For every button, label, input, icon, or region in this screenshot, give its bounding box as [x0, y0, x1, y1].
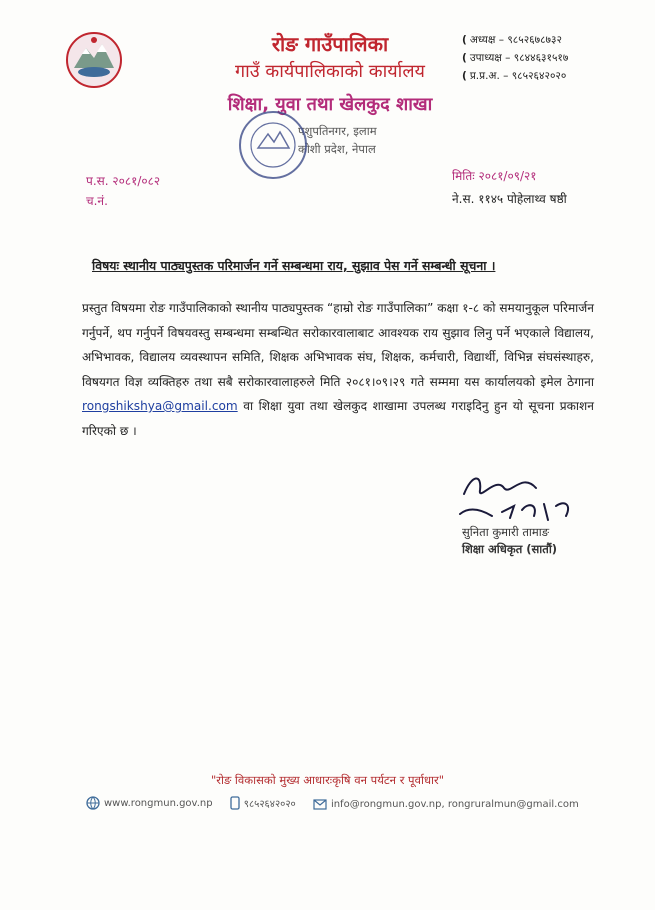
phone-list [462, 33, 568, 87]
globe-icon [86, 796, 100, 810]
footer-slogan: "रोङ विकासको मुख्य आधारःकृषि वन पर्यटन र पूर्वाधार" [210, 773, 445, 787]
signer-name: सुनिता कुमारी तामाङ [462, 525, 550, 539]
phone-icon: ( [462, 34, 467, 46]
mobile-phone-icon [230, 796, 240, 810]
dispatch-number: च.नं. [86, 194, 108, 208]
footer-email[interactable]: info@rongmun.gov.np, rongruralmun@gmail.com [313, 799, 579, 810]
footer-website[interactable]: www.rongmun.gov.np [86, 796, 213, 810]
phone-icon: ( [462, 70, 467, 82]
footer-contacts [86, 796, 593, 813]
notice-body: प्रस्तुत विषयमा रोङ गाउँपालिकाको स्थानीय पाठ्यपुस्तक “हाम्रो रोङ गाउँपालिका” कक्षा १-८ को समयानुकूल परिमार्जन गर्नुपर्ने, थप गर्नुपर्ने विषयवस्तु सम्बन्धमा सम्बन्धित सरोकारवालाबाट आवश्यक राय सुझाव लिनु पर्ने भएकाले विद्यालय, अभिभावक, विद्यालय व्यवस्थापन समिति, शिक्षक अभिभावक संघ, शिक्षक, कर्मचारी, विद्यार्थी, विभिन्न संघसंस्थाहरु, विषयगत विज्ञ व्यक्तिहरु तथा सबै सरोकारवालाहरुले मिति २०८१।०९।२९ गते सम्ममा यस कार्यालयको इमेल ठेगाना rongshikshya@gmail.com वा शिक्षा युवा तथा खेलकुद शाखामा उपलब्ध गराइदिनु हुन यो सूचना प्रकाशन गरिएको छ । [82, 301, 594, 438]
email-link[interactable]: rongshikshya@gmail.com [82, 399, 238, 413]
phone-item: ( उपाध्यक्ष – ९८४४६३१५१७ [462, 52, 569, 64]
nepal-emblem-icon [64, 30, 124, 90]
subject-line: विषयः स्थानीय पाठ्यपुस्तक परिमार्जन गर्ने सम्बन्धमा राय, सुझाव पेस गर्ने सम्बन्धी सूचना । [92, 258, 496, 273]
address-line-2: कोशी प्रदेश, नेपाल [298, 142, 376, 156]
reference-number: प.स. २०८१/०८२ [86, 174, 161, 188]
letter-date: मितिः २०८१/०९/२१ [452, 169, 537, 183]
mail-icon [313, 799, 327, 810]
phone-item: ( प्र.प्र.अ. – ९८५२६४२०२० [462, 70, 567, 82]
phone-item: ( अध्यक्ष – ९८५२६७८७३२ [462, 34, 562, 46]
municipality-title: रोङ गाउँपालिका [271, 32, 389, 56]
nepal-sambat-date: ने.स. ११४५ पोहेलाथ्व षष्ठी [452, 192, 567, 206]
office-title: गाउँ कार्यपालिकाको कार्यालय [235, 61, 425, 82]
phone-icon: ( [462, 52, 467, 64]
signer-designation: शिक्षा अधिकृत (सातौं) [462, 542, 558, 556]
address-line-1: पशुपतिनगर, इलाम [298, 124, 377, 138]
branch-title: शिक्षा, युवा तथा खेलकुद शाखा [227, 94, 433, 115]
office-stamp-icon [236, 108, 310, 182]
footer-phone: ९८५२६४२०२० [230, 796, 296, 810]
